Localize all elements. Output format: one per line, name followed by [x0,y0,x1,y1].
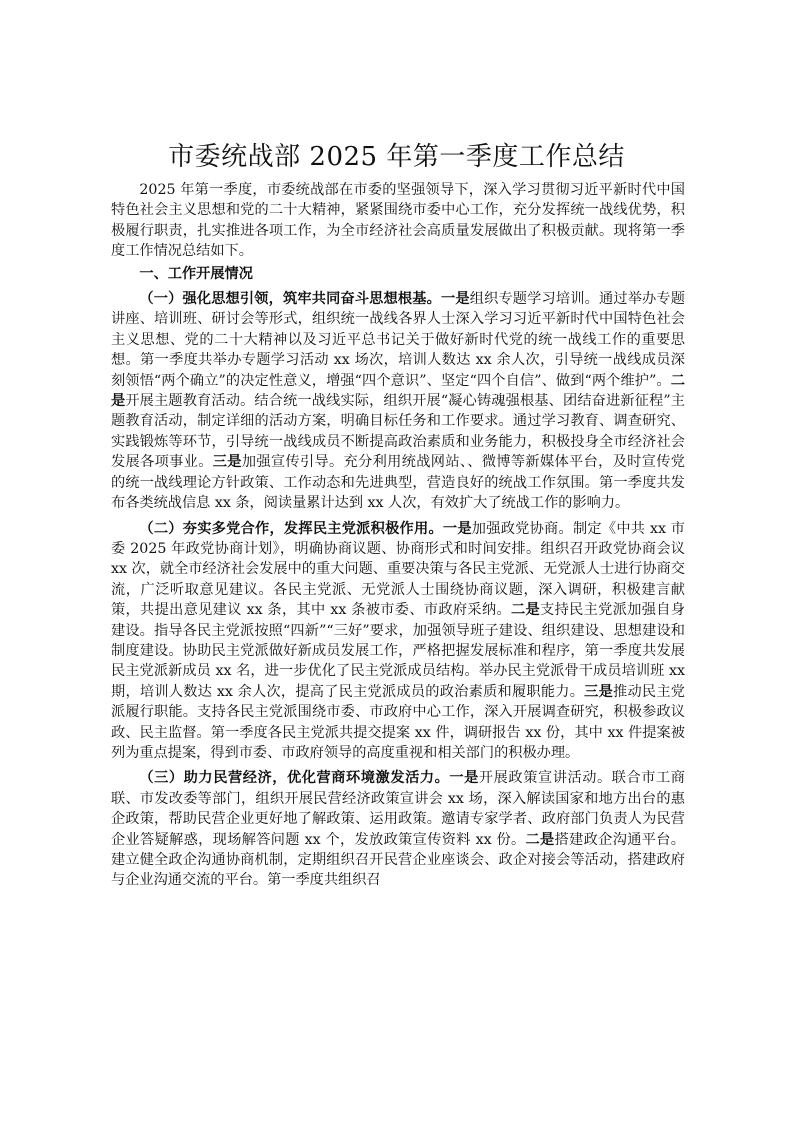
paragraph-2 [111,519,685,764]
paragraph-text: 搭建政企沟通平台。建立健全政企沟通协商机制，定期组织召开民营企业座谈会、政企对接会等活动，搭建政府与企业沟通交流的平台。第一季度共组织召 [111,831,685,889]
intro-paragraph: 2025 年第一季度，市委统战部在市委的坚强领导下，深入学习贯彻习近平新时代中国特色社会主义思想和党的二十大精神，紧紧围绕市委中心工作，充分发挥统一战线优势，积极履行职责，扎实推进各项工作，为全市经济社会高质量发展做出了积极贡献。现将第一季度工作情况总结如下。 [111,182,685,260]
paragraph-text: 开展政策宣讲活动。联合市工商联、市发改委等部门，组织开展民营经济政策宣讲会 xx 场，深入解读国家和地方出台的惠企政策，帮助民营企业更好地了解政策、运用政策。邀请专家学者、政府部门负责人为民营企业答疑解惑，现场解答问题 xx 个，发放政策宣传资料 xx 份。 [111,770,685,848]
document-body [111,180,685,891]
keyword-first: 一是 [442,520,472,537]
keyword-third: 三是 [584,683,614,700]
paragraph-text: 推动民主党派履行职能。支持各民主党派围绕市委、市政府中心工作，深入开展调查研究，积极参政议政、民主监督。第一季度各民主党派共提交提案 xx 件，调研报告 xx 份，其中 xx 件提案被列为重点提案，得到市委、市政府领导的高度重视和相关部门的积极办理。 [111,683,685,761]
paragraph-text: 加强宣传引导。充分利用统战网站、、微博等新媒体平台，及时宣传党的统一战线理论方针政策、工作动态和先进典型，营造良好的统战工作氛围。第一季度共发布各类统战信息 xx 条，阅读量累计达到 xx 人次，有效扩大了统战工作的影响力。 [111,454,685,512]
paragraph-3 [111,768,685,890]
subsection-heading-2: （二）夯实多党合作，发挥民主党派积极作用。 [139,520,443,537]
paragraph-text: 加强政党协商。制定《中共 xx 市委 2025 年政党协商计划》，明确协商议题、协商形式和时间安排。组织召开政党协商会议 xx 次，就全市经济社会发展中的重大问题、重要决策与各民主党派、无党派人士进行协商交流，广泛听取意见建议。各民主党派、无党派人士围绕协商议题，深入调研，积极建言献策，共提出意见建议 xx 条，其中 xx 条被市委、市政府采纳。 [111,520,685,619]
paragraph-1 [111,289,685,513]
keyword-third: 三是 [212,454,242,471]
keyword-first: 一是 [449,770,479,787]
keyword-second: 二是 [111,372,685,410]
subsection-heading-1: （一）强化思想引领，筑牢共同奋斗思想根基。 [139,291,441,308]
keyword-first: 一是 [440,291,470,308]
subsection-heading-3: （三）助力民营经济，优化营商环境激发活力。 [139,770,450,787]
paragraph-text: 组织专题学习培训。通过举办专题讲座、培训班、研讨会等形式，组织统一战线各界人士深入学习习近平新时代中国特色社会主义思想、党的二十大精神以及习近平总书记关于做好新时代党的统一战线工作的重要思想。第一季度共举办专题学习活动 xx 场次，培训人数达 xx 余人次，引导统一战线成员深刻领悟“两个确立”的决定性意义，增强“四个意识”、坚定“四个自信”、做到“两个维护”。 [111,291,685,389]
document-title: 市委统战部 2025 年第一季度工作总结 [168,142,625,172]
section-heading-1: 一、工作开展情况 [139,265,253,282]
paragraph-text: 开展主题教育活动。结合统一战线实际，组织开展“凝心铸魂强根基、团结奋进新征程”主题教育活动，制定详细的活动方案，明确目标任务和工作要求。通过学习教育、调查研究、实践锻炼等环节，引导统一战线成员不断提高政治素质和业务能力，积极投身全市经济社会发展各项事业。 [111,393,685,471]
keyword-second: 二是 [525,831,555,848]
keyword-second: 二是 [511,602,541,619]
paragraph-text: 支持民主党派加强自身建设。指导各民主党派按照“四新”“三好”要求，加强领导班子建设、组织建设、思想建设和制度建设。协助民主党派做好新成员发展工作，严格把握发展标准和程序，第一季度共发展民主党派新成员 xx 名，进一步优化了民主党派成员结构。举办民主党派骨干成员培训班 xx 期，培训人数达 xx 余人次，提高了民主党派成员的政治素质和履职能力。 [111,602,685,700]
